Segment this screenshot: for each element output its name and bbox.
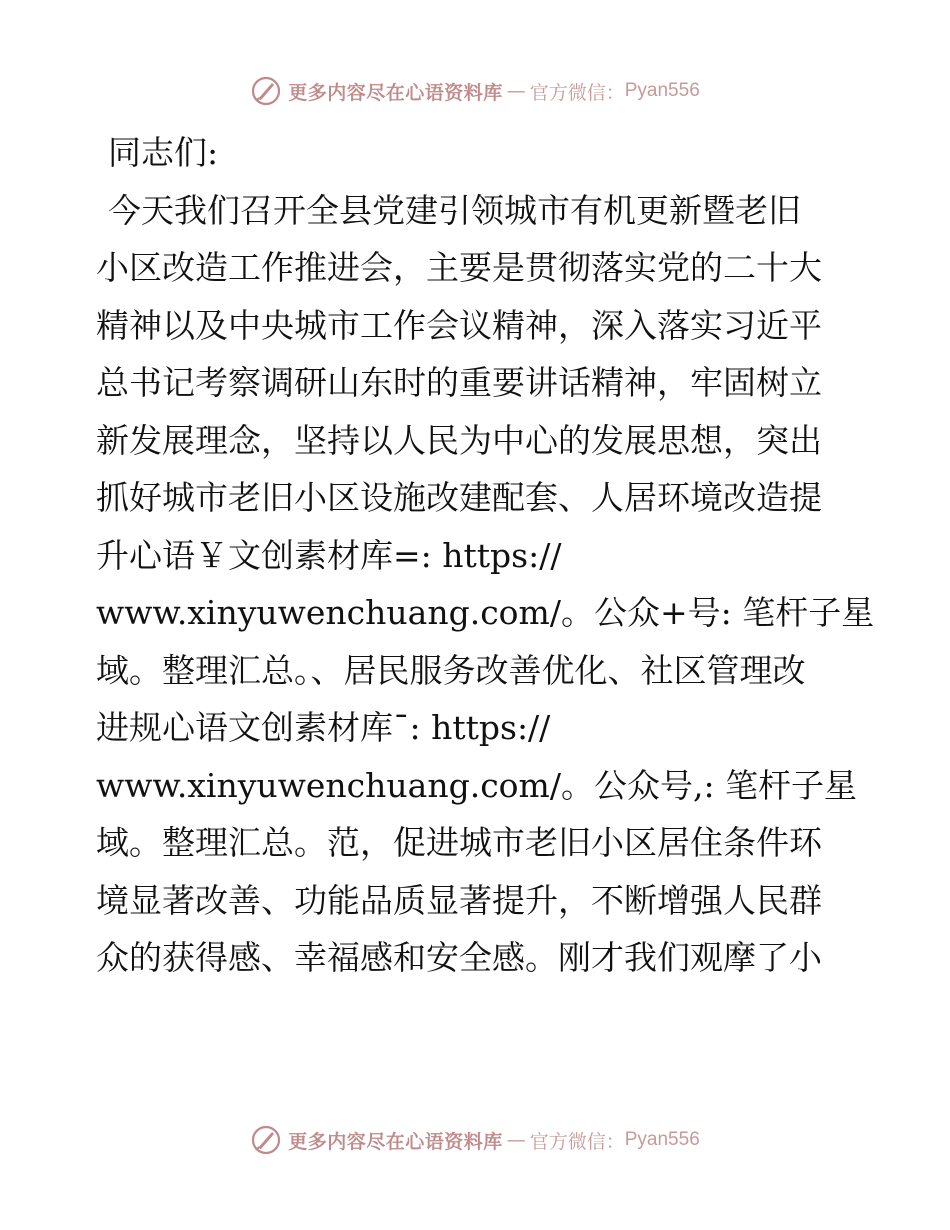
text-line: 域。整理汇总。、居民服务改善优化、社区管理改 [96, 650, 806, 690]
text-line: 总书记考察调研山东时的重要讲话精神，牢固树立 [96, 363, 822, 402]
text-line: 域。整理汇总。范，促进城市老旧小区居住条件环 [96, 823, 822, 862]
text-line: 众的获得感、幸福感和安全感。刚才我们观摩了小 [96, 938, 822, 977]
banner-wechat-label: 官方微信： [529, 81, 625, 104]
banner-wechat-id: Pyan556 [624, 1129, 700, 1150]
quill-circle-logo-icon [250, 1124, 282, 1156]
banner-wechat-label: 官方微信： [529, 1130, 625, 1153]
text-line: www.xinyuwenchuang.com/。公众+号: 笔杆子星 [96, 593, 875, 632]
banner-main-text: 更多内容尽在心语资料库 [288, 1130, 503, 1153]
text-line: 今天我们召开全县党建引领城市有机更新暨老旧 [108, 190, 801, 230]
text-line: 新发展理念，坚持以人民为中心的发展思想，突出 [96, 420, 822, 460]
quill-circle-logo-icon [250, 75, 282, 107]
text-line: 抓好城市老旧小区设施改建配套、人居环境改造提 [96, 478, 822, 517]
header-banner [0, 71, 950, 111]
banner-main-text: 更多内容尽在心语资料库 [288, 81, 503, 104]
text-line: www.xinyuwenchuang.com/。公众号,: 笔杆子星 [96, 765, 858, 805]
text-line: 进规心语文创素材库¯: https:// [96, 708, 551, 747]
text-line: 升心语￥文创素材库=: https:// [96, 535, 562, 575]
footer-banner [0, 1120, 950, 1160]
banner-dash: — [506, 80, 526, 102]
greeting: 同志们: [108, 133, 219, 172]
document-body [96, 124, 875, 987]
banner-wechat-id: Pyan556 [624, 80, 700, 101]
text-line: 境显著改善、功能品质显著提升，不断增强人民群 [96, 880, 822, 920]
text-line: 精神以及中央城市工作会议精神，深入落实习近平 [96, 305, 822, 345]
text-line: 小区改造工作推进会，主要是贯彻落实党的二十大 [96, 248, 822, 287]
banner-dash: — [506, 1129, 526, 1151]
